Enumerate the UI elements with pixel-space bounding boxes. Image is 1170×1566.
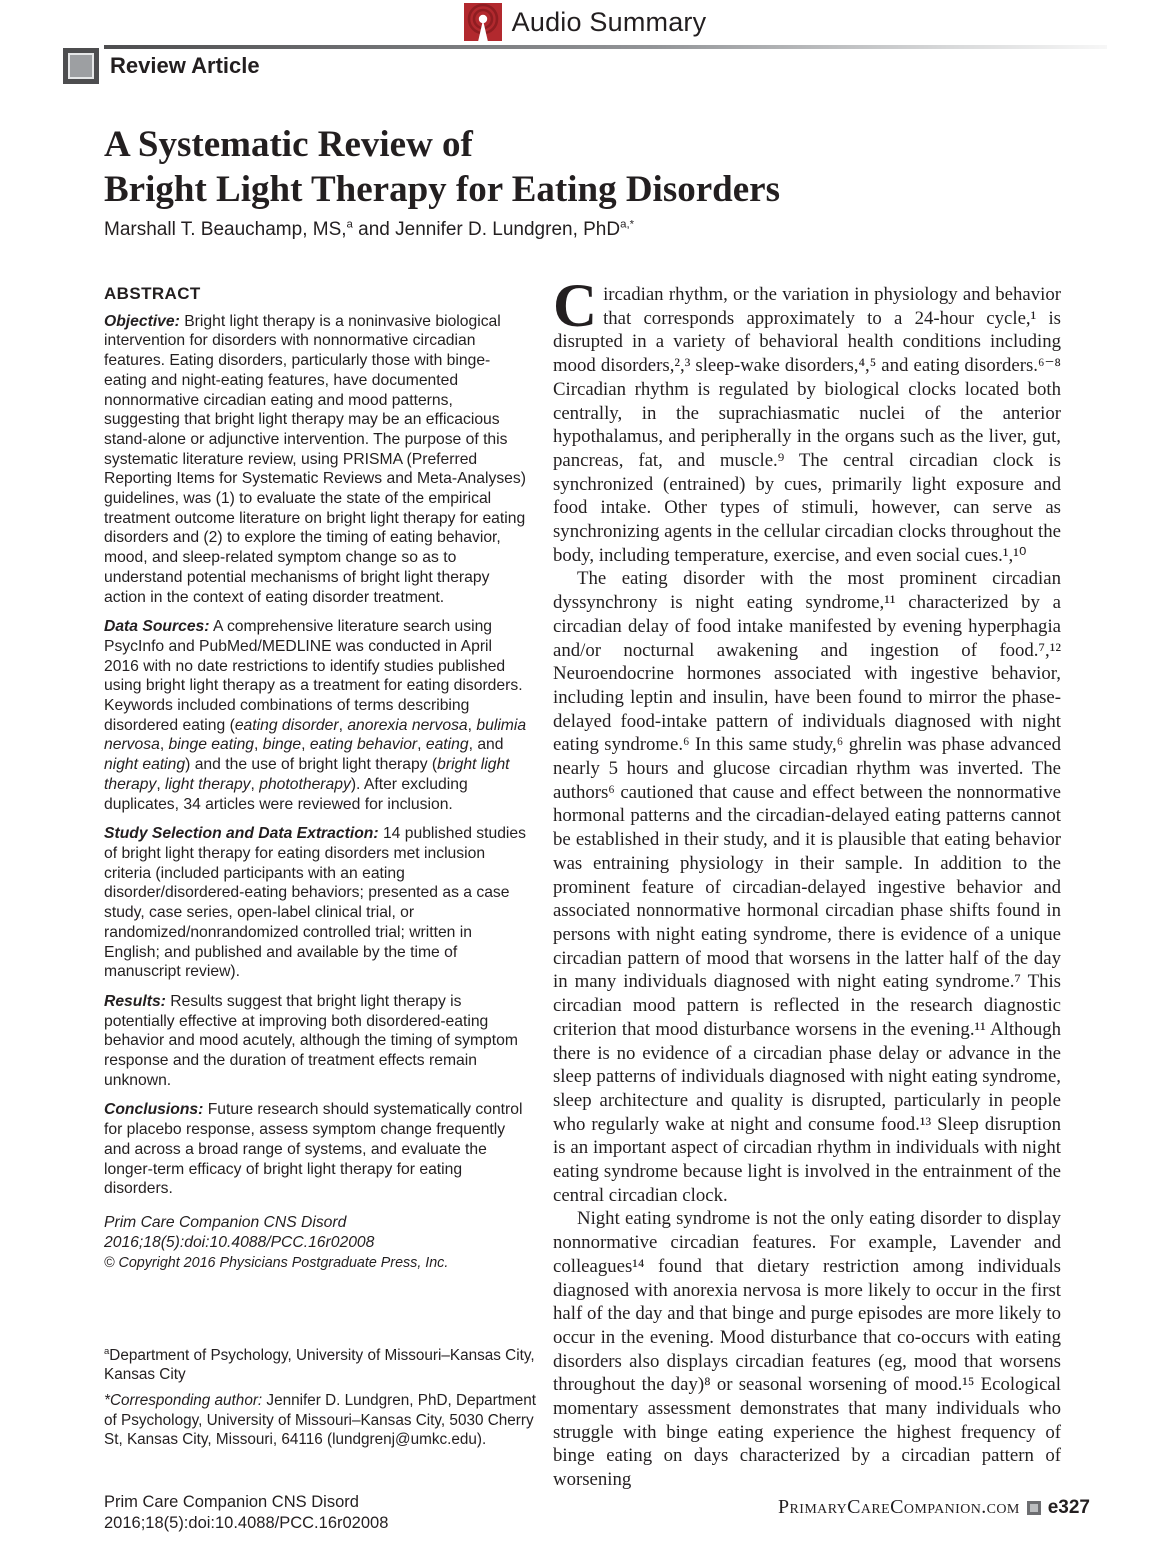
abstract-conclusions-text: Future research should systematically control for placebo response, assess symptom change frequently and across a broad range of systems, and evaluate the longer-term efficacy of bright light therapy for eating disorders. <box>104 1101 523 1198</box>
abstract-column <box>104 284 528 1274</box>
copyright-line: © Copyright 2016 Physicians Postgraduate Press, Inc. <box>104 1255 449 1272</box>
abstract-study-selection-text: 14 published studies of bright light therapy for eating disorders met inclusion criteria (included participants with an eating disorder/disordered-eating behaviors; presented as a case study, case series, open-label clinical trial, or randomized/nonrandomized controlled trial; written in English; and published and available by the time of manuscript review). <box>104 825 526 981</box>
small-gray-square-icon <box>1027 1501 1041 1515</box>
abstract-data-sources-text: A comprehensive literature search using PsycInfo and PubMed/MEDLINE was conducted in April 2016 with no date restrictions to identify studies published using bright light therapy as a treatment for eating disorders. Keywords included combinations of terms describing disordered eating (eating disorder, anorexia nervosa, bulimia nervosa, binge eating, binge, eating behavior, eating, and night eating) and the use of bright light therapy (bright light therapy, light therapy, phototherapy). After excluding duplicates, 34 articles were reviewed for inclusion. <box>104 618 527 813</box>
affiliation-footnote: $^a$Department of Psychology, University of Missouri–Kansas City, Kansas City <box>104 1345 535 1384</box>
footnotes <box>104 1346 536 1456</box>
main-text-column <box>553 273 1061 1492</box>
footer-site-info <box>778 1496 1090 1519</box>
main-paragraph-1-text: ircadian rhythm, or the variation in physiology and behavior that corresponds approximately to a 24-hour cycle,¹ is disrupted in a variety of behavioral health conditions including mood disorders,²,³ sleep-wake disorders,⁴,⁵ and eating disorders.⁶⁻⁸ Circadian rhythm is regulated by biological clocks located both centrally, in the suprachiasmatic nuclei of the anterior hypothalamus, and peripherally in the organs such as the liver, gut, pancreas, fat, and muscle.⁹ The central circadian clock is synchronized (entrained) by cues, primarily light exposure and food intake. Other types of stimuli, however, can serve as synchronizing agents in the cellular circadian clocks throughout the body, including temperature, exercise, and even social cues.¹,¹⁰ <box>553 284 1061 566</box>
abstract-conclusions <box>104 1100 528 1199</box>
main-paragraph-2: The eating disorder with the most prominent circadian dyssynchrony is night eating syndrome,¹¹ characterized by a circadian delay of food intake manifested by evening hyperphagia and/or nocturnal awakening and ingestion of food.⁷,¹² Neuroendocrine hormones associated with ingestive behavior, including leptin and insulin, have been found to mirror the phase-delayed food-intake pattern of individuals diagnosed with night eating syndrome.⁶ In this same study,⁶ ghrelin was phase advanced nearly 5 hours and glucose circadian rhythm was inverted. The authors⁶ cautioned that cause and effect between the nonnormative hormonal patterns and the circadian-delayed eating patterns cannot be established in their study, and it is plausible that eating behavior was entraining physiology in their sample. In addition to the prominent feature of circadian-delayed ingestive behavior and associated nonnormative hormonal circadian phase shifts found in persons with night eating syndrome, there is evidence of a unique circadian pattern of mood that worsens in the latter half of the day in many individuals diagnosed with night eating syndrome.⁷ This circadian mood pattern is reflected in the research diagnostic criterion that mood disturbance worsens in the evening.¹¹ Although there is no evidence of a circadian phase delay or advance in the sleep patterns of individuals diagnosed with night eating syndrome, sleep architecture and quality is disrupted, particularly in people who regularly wake at night and consume food.¹³ Sleep disruption is an important aspect of circadian rhythm in individuals with night eating syndrome because light is involved in the entrainment of the central circadian clock. <box>553 568 1061 1206</box>
abstract-objective-text: Bright light therapy is a noninvasive biological intervention for disorders with nonnormative circadian features. Eating disorders, particularly those with binge-eating and night-eating features, have documented nonnormative circadian eating and mood patterns, suggesting that bright light therapy may be an efficacious stand-alone or adjunctive intervention. The purpose of this systematic literature review, using PRISMA (Preferred Reporting Items for Systematic Reviews and Meta-Analyses) guidelines, was (1) to evaluate the state of the empirical treatment outcome literature on bright light therapy for eating disorders and (2) to explore the timing of eating behavior, mood, and sleep-related symptom change so as to understand potential mechanisms of bright light therapy action in the context of eating disorder treatment. <box>104 312 526 606</box>
abstract-results-label: Results: <box>104 992 166 1010</box>
main-paragraph-3: Night eating syndrome is not the only eating disorder to display nonnormative circadian features. For example, Lavender and colleagues¹⁴ found that dietary restriction among individuals diagnosed with anorexia nervosa is more likely to occur in the first half of the day and that binge and purge episodes are more likely to occur in the evening. Mood disturbance that co-occurs with eating disorders also displays circadian features (eg, mood that worsens throughout the day)⁸ or seasonal worsening of mood.¹⁵ Ecological momentary assessment demonstrates that many individuals who struggle with binge eating experience the highest frequency of binge eating on days characterized by a circadian pattern of worsening <box>553 1208 1061 1491</box>
footer-site-url: PrimaryCareCompanion.com <box>778 1496 1020 1518</box>
title-line1: A Systematic Review of <box>104 124 473 165</box>
authors-line: Marshall T. Beauchamp, MS,$^a$ and Jennifer D. Lundgren, PhD$^{a,*}$ <box>104 218 635 240</box>
abstract-conclusions-label: Conclusions: <box>104 1101 204 1119</box>
abstract-study-selection-label: Study Selection and Data Extraction: <box>104 825 379 843</box>
audio-summary-label: Audio Summary <box>511 6 707 37</box>
main-paragraph-1 <box>553 273 1061 567</box>
abstract-results-text: Results suggest that bright light therapy is potentially effective at improving both disordered-eating behavior and mood acutely, although the timing of symptom response and the duration of treatment effects remain unknown. <box>104 992 518 1089</box>
journal-citation: Prim Care Companion CNS Disord 2016;18(5):doi:10.4088/PCC.16r02008 <box>104 1213 375 1251</box>
abstract-objective-label: Objective: <box>104 312 180 330</box>
dropcap: C <box>553 273 598 340</box>
audio-summary-button[interactable] <box>0 3 1170 41</box>
title-line2: Bright Light Therapy for Eating Disorders <box>104 169 780 210</box>
podcast-waves-icon <box>464 3 502 41</box>
header-divider <box>104 45 1107 49</box>
page-title <box>104 122 1004 212</box>
abstract-data-sources-label: Data Sources: <box>104 618 210 636</box>
abstract-data-sources <box>104 617 528 814</box>
abstract-heading: ABSTRACT <box>104 284 201 303</box>
footer-page-number: e327 <box>1047 1496 1090 1518</box>
article-type-icon <box>63 48 99 84</box>
corresponding-author-footnote: *Corresponding author: Jennifer D. Lundgren, PhD, Department of Psychology, University of Missouri–Kansas City, 5030 Cherry St, Kansas City, Missouri, 64116 (lundgrenj@umkc.edu). <box>104 1392 536 1448</box>
footer-journal-info: Prim Care Companion CNS Disord 2016;18(5):doi:10.4088/PCC.16r02008 <box>104 1493 389 1532</box>
abstract-results <box>104 992 528 1091</box>
abstract-objective <box>104 312 528 608</box>
article-type-label: Review Article <box>110 53 260 78</box>
abstract-study-selection <box>104 824 528 982</box>
